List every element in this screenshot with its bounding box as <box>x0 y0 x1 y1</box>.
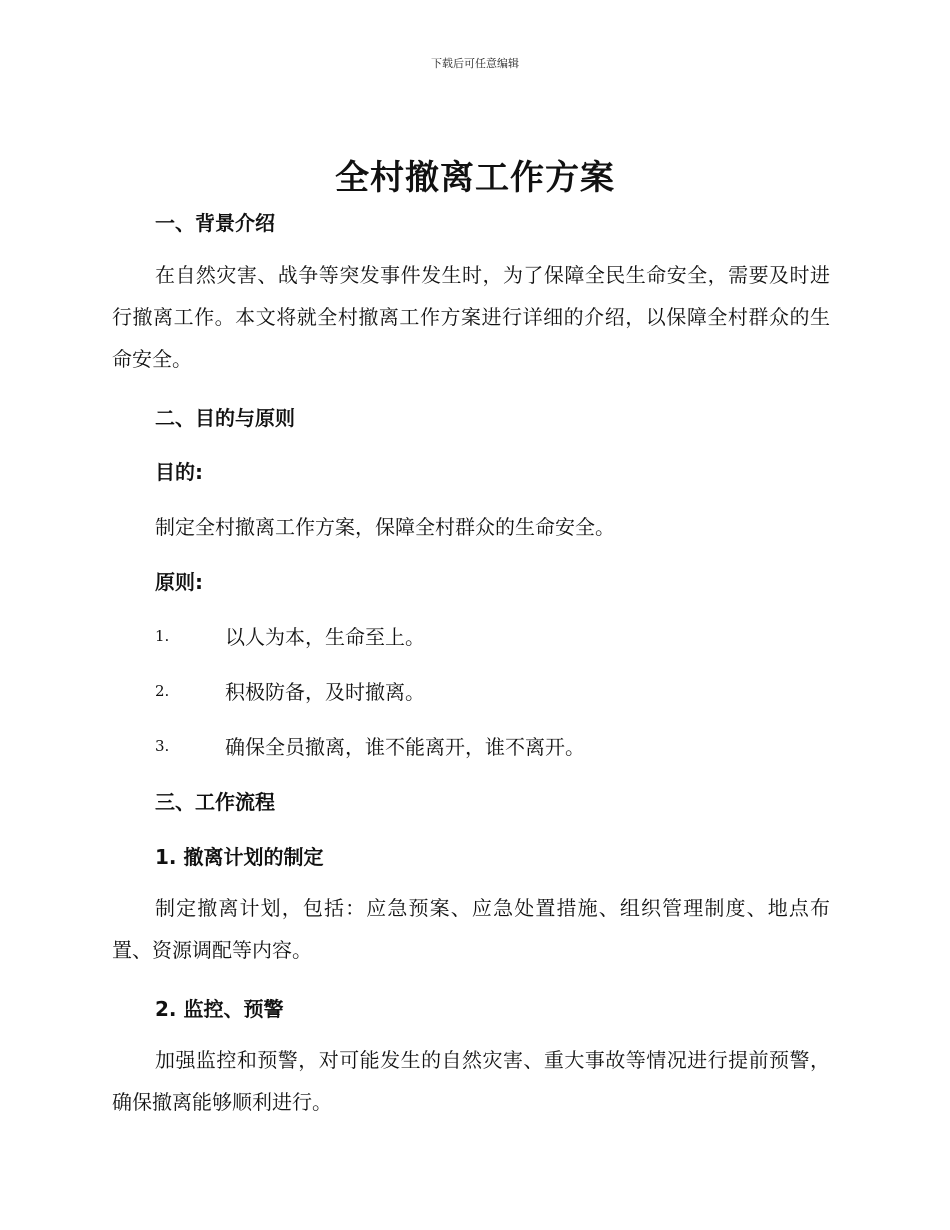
list-text: 以人为本，生命至上。 <box>225 625 425 649</box>
list-number: 3. <box>155 736 170 755</box>
list-item <box>155 676 830 705</box>
subheading-evacuation-plan: 1. 撤离计划的制定 <box>155 845 324 869</box>
list-text: 积极防备，及时撤离。 <box>225 680 425 704</box>
principle-label: 原则: <box>155 570 203 594</box>
goal-label: 目的: <box>155 460 203 484</box>
list-item <box>155 621 830 650</box>
list-number: 1. <box>155 626 170 645</box>
monitoring-paragraph: 加强监控和预警，对可能发生的自然灾害、重大事故等情况进行提前预警，确保撤离能够顺利进行。 <box>112 1048 830 1114</box>
list-number: 2. <box>155 681 170 700</box>
evacuation-plan-paragraph: 制定撤离计划，包括：应急预案、应急处置措施、组织管理制度、地点布置、资源调配等内容。 <box>112 896 830 962</box>
header-note: 下载后可任意编辑 <box>431 57 519 70</box>
list-item <box>155 731 830 760</box>
section-heading-workflow: 三、工作流程 <box>155 790 275 814</box>
document-title: 全村撤离工作方案 <box>335 158 615 198</box>
background-paragraph: 在自然灾害、战争等突发事件发生时，为了保障全民生命安全，需要及时进行撤离工作。本文将就全村撤离工作方案进行详细的介绍，以保障全村群众的生命安全。 <box>112 263 830 371</box>
section-heading-background: 一、背景介绍 <box>155 211 275 235</box>
list-text: 确保全员撤离，谁不能离开，谁不离开。 <box>225 735 585 759</box>
subheading-monitoring: 2. 监控、预警 <box>155 997 284 1021</box>
section-heading-purpose: 二、目的与原则 <box>155 406 295 430</box>
goal-text: 制定全村撤离工作方案，保障全村群众的生命安全。 <box>155 515 615 539</box>
